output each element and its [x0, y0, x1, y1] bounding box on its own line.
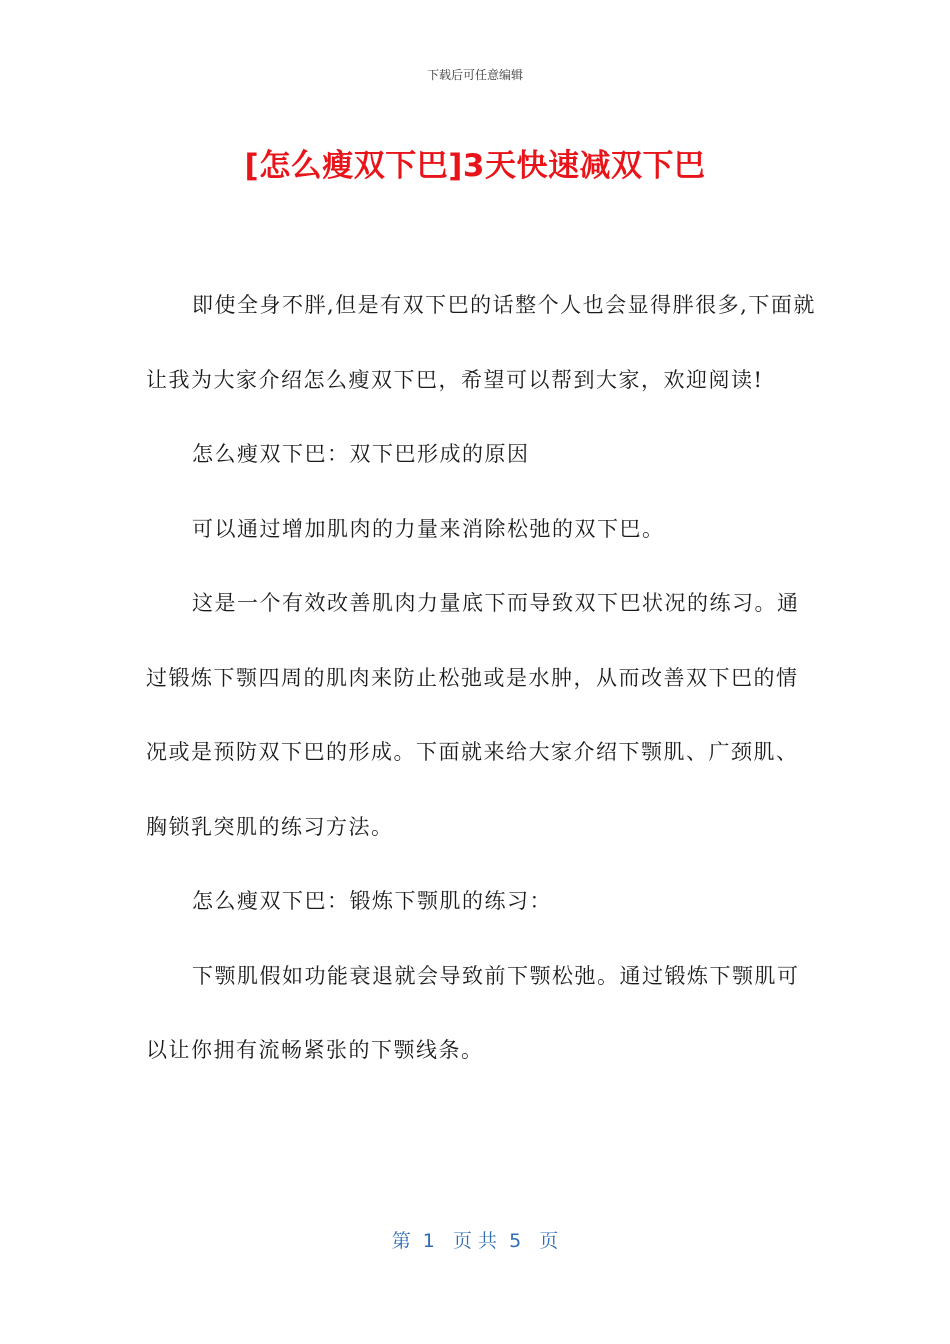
header-note: 下载后可任意编辑	[426, 68, 523, 82]
document-body	[146, 268, 818, 1088]
paragraph-jaw-muscle: 下颚肌假如功能衰退就会导致前下颚松弛。通过锻炼下颚肌可以让你拥有流畅紧张的下颚线条。	[146, 963, 800, 1062]
page-number: 第 1 页 共 5 页	[391, 1230, 559, 1252]
paragraph-heading-jaw-exercise: 怎么瘦双下巴：锻炼下颚肌的练习：	[192, 889, 552, 913]
paragraph-exercise-overview: 这是一个有效改善肌肉力量底下而导致双下巴状况的练习。通过锻炼下颚四周的肌肉来防止松弛或是水肿，从而改善双下巴的情况或是预防双下巴的形成。下面就来给大家介绍下颚肌、广颈肌、胸锁乳突肌的练习方法。	[146, 591, 800, 839]
paragraph-muscle-strength: 可以通过增加肌肉的力量来消除松弛的双下巴。	[192, 516, 665, 541]
paragraph-heading-causes: 怎么瘦双下巴：双下巴形成的原因	[192, 442, 530, 466]
document-title: [怎么瘦双下巴]3天快速减双下巴	[244, 148, 706, 184]
paragraph-intro: 即使全身不胖,但是有双下巴的话整个人也会显得胖很多,下面就让我为大家介绍怎么瘦双下巴，希望可以帮到大家，欢迎阅读!	[146, 293, 816, 392]
